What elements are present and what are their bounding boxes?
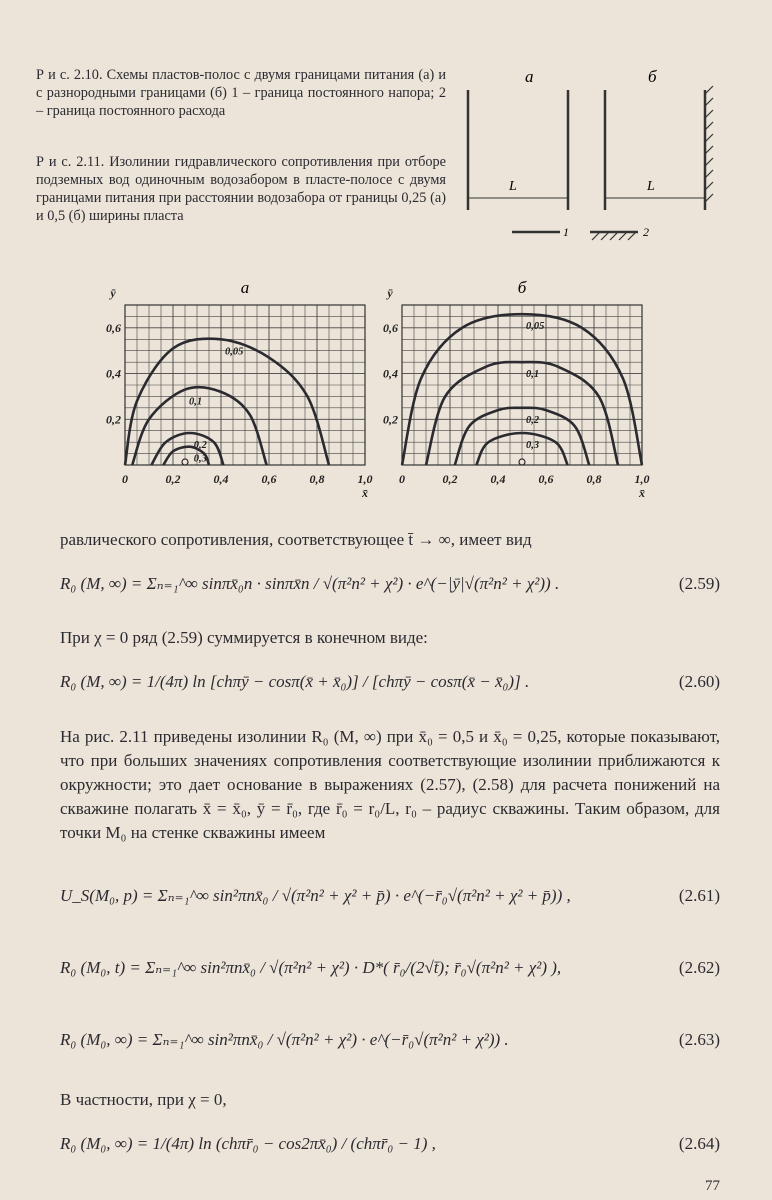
isoline-label: 0,1 (526, 369, 540, 381)
equation-expression: R₀ (M₀, t) = Σₙ₌₁^∞ sin²πnx̄₀ / √(π²n² + χ²) · D*( r̄₀/(2√t̄); r̄₀√(π²n² + χ²) ), (60, 958, 562, 977)
isoline-label: 0,1 (189, 396, 203, 408)
page-number: 77 (705, 1178, 720, 1194)
equation-expression: R₀ (M₀, ∞) = 1/(4π) ln (chπr̄₀ − cos2πx̄₀) / (chπr̄₀ − 1) , (60, 1134, 436, 1153)
x-tick-label: 0,4 (490, 472, 506, 486)
equation-number: (2.64) (678, 1134, 720, 1153)
y-axis-label: ӯ (110, 286, 116, 300)
x-tick-label: 0,8 (586, 472, 602, 486)
dimension-label-a: L (509, 179, 517, 194)
y-tick-label: 0,2 (383, 412, 398, 427)
y-axis-label: ӯ (387, 286, 393, 300)
paragraph-4: В частности, при χ = 0, (60, 1090, 227, 1109)
x-tick-label: 0,4 (213, 472, 229, 486)
isoline-chart-a (95, 275, 385, 500)
x-axis-label: x̄ (362, 486, 368, 500)
paragraph-3: На рис. 2.11 приведены изолинии R₀ (M, ∞) при x̄₀ = 0,5 и x̄₀ = 0,25, которые показывают, что при больших значениях сопротивления соответствующие изолинии приближаются к окружности; это дает основание в выражениях (2.57), (2.58) для расчета понижений на скважине полагать x̄ = x̄₀, ȳ = r̄₀, где r̄₀ = r₀/L, r₀ – радиус скважины. Таким образом, для точки M₀ на стенке скважины имеем (60, 727, 720, 842)
y-tick-label: 0,4 (106, 366, 121, 381)
equation-number: (2.60) (678, 672, 720, 691)
grid (402, 305, 642, 465)
equation-number: (2.59) (678, 574, 720, 593)
isoline-chart-b (372, 275, 662, 500)
figure-2-11-caption: Р и с. 2.11. Изолинии гидравлического сопротивления при отборе подземных вод одиночным водозабором в пласте-полосе с двумя границами питания при расстоянии водозабора от границы 0,25 (а) и 0,5 (б) ширины пласта (36, 154, 446, 224)
isoline-label: 0,3 (193, 453, 207, 465)
x-tick-label: 0 (399, 472, 405, 486)
x-tick-label: 0 (122, 472, 128, 486)
equation-number: (2.63) (678, 1030, 720, 1049)
isoline-label: 0,2 (526, 414, 540, 426)
x-tick-label: 0,8 (309, 472, 325, 486)
paragraph-1: равлического сопротивления, соответствующее t̄ → ∞, имеет вид (60, 530, 532, 549)
equation-number: (2.61) (678, 886, 720, 905)
well-marker (519, 459, 525, 465)
x-tick-label: 0,6 (538, 472, 554, 486)
y-tick-label: 0,2 (106, 412, 121, 427)
isoline-label: 0,05 (526, 321, 545, 333)
isoline-0-05 (125, 339, 329, 465)
paragraph-2: При χ = 0 ряд (2.59) суммируется в конечном виде: (60, 628, 428, 647)
y-tick-label: 0,6 (383, 320, 398, 335)
equation-expression: R₀ (M₀, ∞) = Σₙ₌₁^∞ sin²πnx̄₀ / √(π²n² + χ²) · e^(−r̄₀√(π²n² + χ²)) . (60, 1030, 509, 1049)
x-tick-label: 1,0 (634, 472, 650, 486)
isoline-label: 0,05 (225, 346, 244, 358)
panel-label: б (517, 278, 527, 297)
equation-expression: R₀ (M, ∞) = Σₙ₌₁^∞ sinπx̄₀n · sinπx̄n / √(π²n² + χ²) · e^(−|ȳ|√(π²n² + χ²)) . (60, 574, 560, 593)
equation-2-64 (60, 1126, 720, 1166)
equation-expression: U_S(M₀, p) = Σₙ₌₁^∞ sin²πnx̄₀ / √(π²n² + χ² + p̄) · e^(−r̄₀√(π²n² + χ² + p̄)) , (60, 886, 571, 905)
figure-2-10-caption: Р и с. 2.10. Схемы пластов-полос с двумя границами питания (а) и с разнородными границами (б) 1 – граница постоянного напора; 2 – граница постоянного расхода (36, 67, 446, 119)
grid (125, 305, 365, 465)
y-tick-label: 0,6 (106, 320, 121, 335)
schema-label-b: б (648, 67, 657, 86)
equation-expression: R₀ (M, ∞) = 1/(4π) ln [chπȳ − cosπ(x̄ + x̄₀)] / [chπȳ − cosπ(x̄ − x̄₀)] . (60, 672, 530, 691)
panel-label: а (240, 278, 250, 297)
equation-2-59 (60, 566, 720, 606)
equation-2-63 (60, 1022, 720, 1062)
x-tick-label: 0,6 (261, 472, 277, 486)
dimension-label-b: L (647, 179, 655, 194)
schema-label-a: а (525, 67, 534, 86)
equation-2-62 (60, 950, 720, 990)
equation-2-61 (60, 878, 720, 918)
y-tick-label: 0,4 (383, 366, 398, 381)
equation-2-60 (60, 664, 720, 704)
isoline-label: 0,3 (526, 440, 540, 451)
x-tick-label: 1,0 (357, 472, 373, 486)
x-tick-label: 0,2 (442, 472, 458, 486)
figure-2-10-schematic (455, 60, 755, 260)
equation-number: (2.62) (678, 958, 720, 977)
legend-label-2: 2 (643, 225, 649, 239)
isoline-label: 0,2 (193, 440, 207, 451)
x-tick-label: 0,2 (165, 472, 181, 486)
legend-label-1: 1 (563, 225, 569, 239)
x-axis-label: x̄ (639, 486, 645, 500)
well-marker (182, 459, 188, 465)
